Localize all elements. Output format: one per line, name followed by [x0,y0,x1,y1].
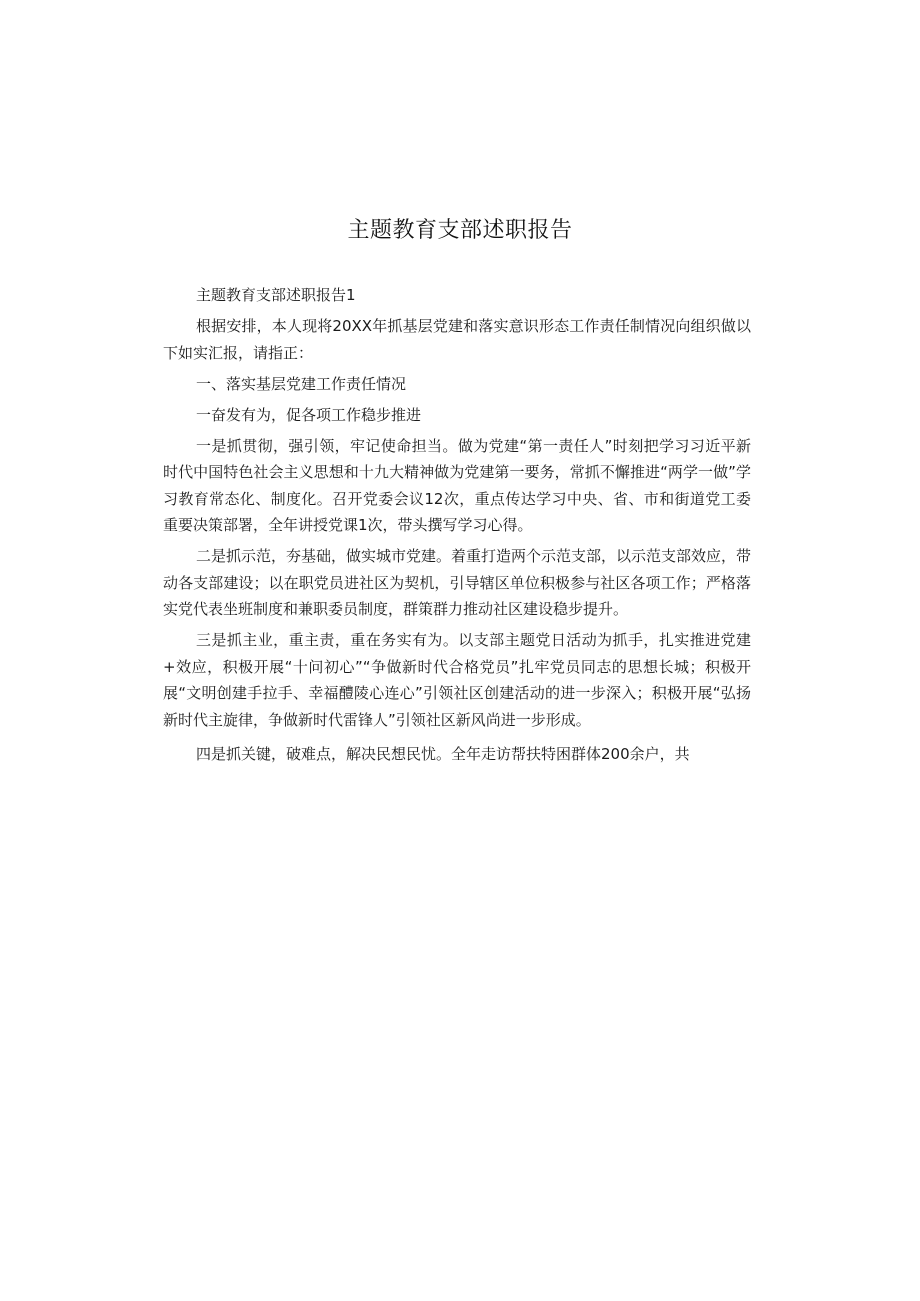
paragraph-subtitle: 主题教育支部述职报告1 [196,286,356,304]
paragraph-subheading: 一奋发有为，促各项工作稳步推进 [196,405,422,424]
paragraph-point-two: 二是抓示范，夯基础，做实城市党建。着重打造两个示范支部，以示范支部效应，带动各支部建设；以在职党员进社区为契机，引导辖区单位积极参与社区各项工作；严格落实党代表坐班制度和兼职委员制度，群策群力推动社区建设稳步提升。 [163,547,752,618]
document-title: 主题教育支部述职报告 [347,218,573,243]
paragraph-point-one: 一是抓贯彻，强引领，牢记使命担当。做为党建“第一责任人”时刻把学习习近平新时代中国特色社会主义思想和十九大精神做为党建第一要务，常抓不懈推进“两学一做”学习教育常态化、制度化。召开党委会议12次，重点传达学习中央、省、市和街道党工委重要决策部署，全年讲授党课1次，带头撰写学习心得。 [163,436,751,534]
paragraph-point-four: 四是抓关键，破难点，解决民想民忧。全年走访帮扶特困群体200余户，共 [196,745,690,763]
document-body [163,282,751,772]
paragraph-section-heading: 一、落实基层党建工作责任情况 [196,374,407,393]
paragraph-point-three: 三是抓主业，重主责，重在务实有为。以支部主题党日活动为抓手，扎实推进党建+效应，积极开展“十问初心”“争做新时代合格党员”扎牢党员同志的思想长城；积极开展“文明创建手拉手、幸福醴陵心连心”引领社区创建活动的进一步深入；积极开展“弘扬新时代主旋律，争做新时代雷锋人”引领社区新风尚进一步形成。 [163,631,751,729]
paragraph-intro: 根据安排，本人现将20XX年抓基层党建和落实意识形态工作责任制情况向组织做以下如实汇报，请指正： [163,317,751,362]
